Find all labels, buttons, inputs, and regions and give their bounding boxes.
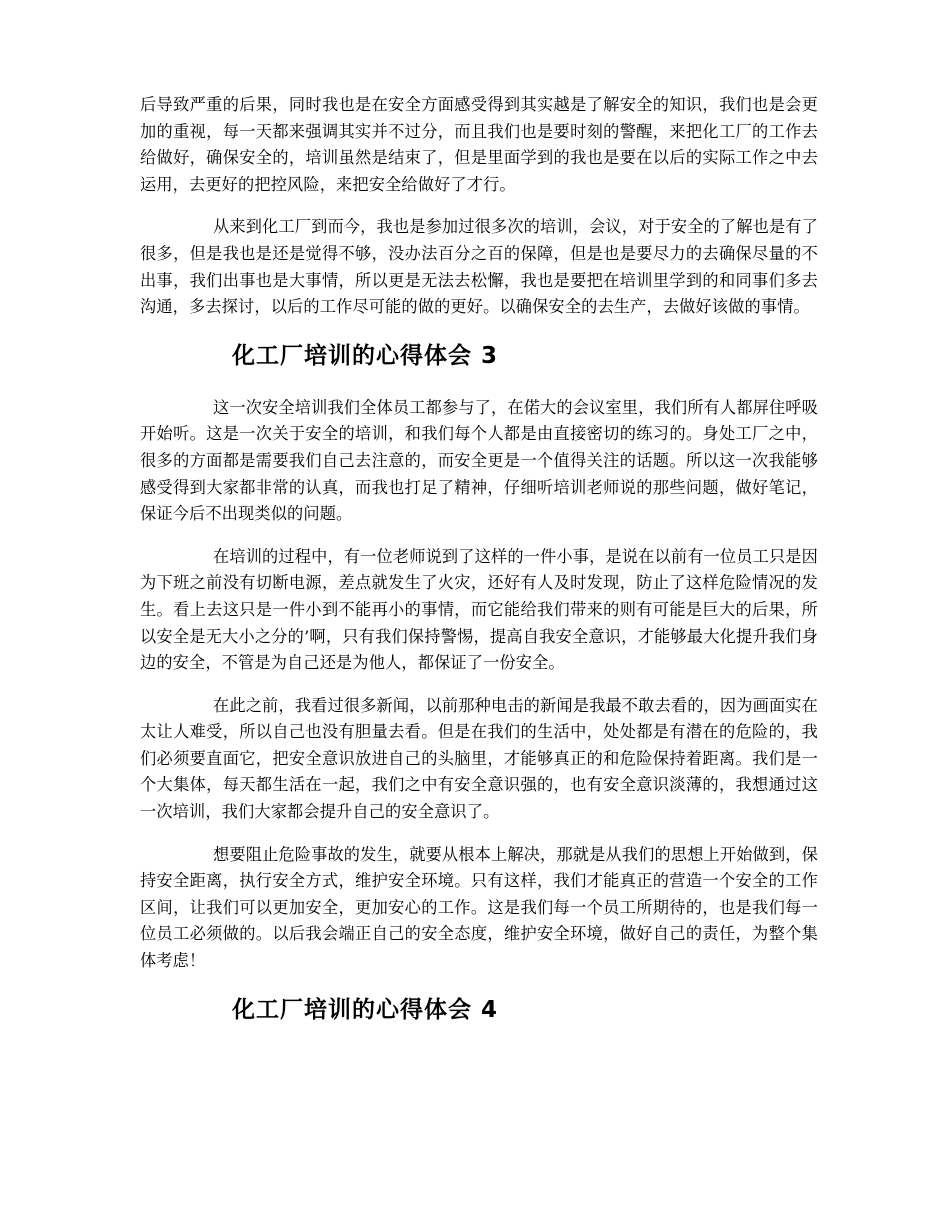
paragraph-6: 想要阻止危险事故的发生，就要从根本上解决，那就是从我们的思想上开始做到，保持安全距离，执行安全方式，维护安全环境。只有这样，我们才能真正的营造一个安全的工作区间，让我们可以更加安全，更加安心的工作。这是我们每一个员工所期待的，也是我们每一位员工必须做的。以后我会端正自己的安全态度，维护安全环境，做好自己的责任，为整个集体考虑！ xyxy=(140,844,818,971)
section-heading-4: 化工厂培训的心得体会 4 xyxy=(232,996,499,1023)
paragraph-3: 这一次安全培训我们全体员工都参与了，在偌大的会议室里，我们所有人都屏住呼吸开始听。这是一次关于安全的培训，和我们每个人都是由直接密切的练习的。身处工厂之中，很多的方面都是需要我们自己去注意的，而安全更是一个值得关注的话题。所以这一次我能够感受得到大家都非常的认真，而我也打足了精神，仔细听培训老师说的那些问题，做好笔记，保证今后不出现类似的问题。 xyxy=(140,397,818,524)
paragraph-5: 在此之前，我看过很多新闻，以前那种电击的新闻是我最不敢去看的，因为画面实在太让人难受，所以自己也没有胆量去看。但是在我们的生活中，处处都是有潜在的危险的，我们必须要直面它，把安全意识放进自己的头脑里，才能够真正的和危险保持着距离。我们是一个大集体，每天都生活在一起，我们之中有安全意识强的，也有安全意识淡薄的，我想通过这一次培训，我们大家都会提升自己的安全意识了。 xyxy=(140,695,818,822)
section-heading-3: 化工厂培训的心得体会 3 xyxy=(232,342,499,369)
paragraph-1: 后导致严重的后果，同时我也是在安全方面感受得到其实越是了解安全的知识，我们也是会更加的重视，每一天都来强调其实并不过分，而且我们也是要时刻的警醒，来把化工厂的工作去给做好，确保安全的，培训虽然是结束了，但是里面学到的我也是要在以后的实际工作之中去运用，去更好的把控风险，来把安全给做好了才行。 xyxy=(140,95,818,194)
paragraph-2: 从来到化工厂到而今，我也是参加过很多次的培训，会议，对于安全的了解也是有了很多，但是我也是还是觉得不够，没办法百分之百的保障，但是也是要尽力的去确保尽量的不出事，我们出事也是大事情，所以更是无法去松懈，我也是要把在培训里学到的和同事们多去沟通，多去探讨，以后的工作尽可能的做的更好。以确保安全的去生产，去做好该做的事情。 xyxy=(140,217,818,317)
paragraph-4: 在培训的过程中，有一位老师说到了这样的一件小事，是说在以前有一位员工只是因为下班之前没有切断电源，差点就发生了火灾，还好有人及时发现，防止了这样危险情况的发生。看上去这只是一件小到不能再小的事情，而它能给我们带来的则有可能是巨大的后果，所以安全是无大小之分的’啊，只有我们保持警惕，提高自我安全意识，才能够最大化提升我们身边的安全，不管是为自己还是为他人，都保证了一份安全。 xyxy=(140,546,818,673)
document-body xyxy=(140,92,818,1049)
